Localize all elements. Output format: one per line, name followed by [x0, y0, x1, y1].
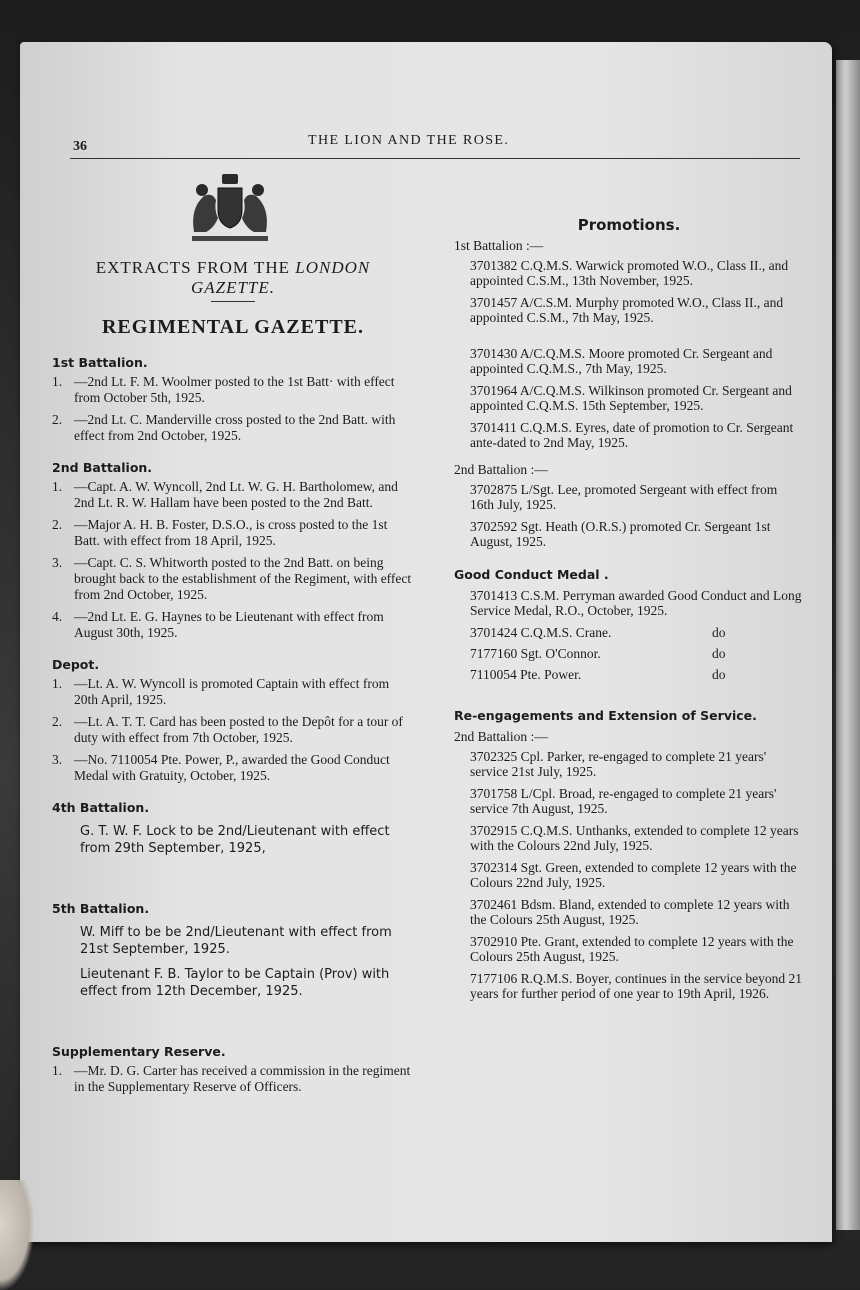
row-name: 3701424 C.Q.M.S. Crane.: [470, 625, 612, 640]
spacer: [454, 332, 804, 346]
list-item: [52, 752, 414, 784]
list-item: 3701758 L/Cpl. Broad, re-engaged to complete 21 years' service 7th August, 1925.: [470, 786, 777, 816]
section-heading: Depot.: [52, 657, 100, 672]
list-item: 3702314 Sgt. Green, extended to complete 12 years with the Colours 22nd July, 1925.: [470, 860, 797, 890]
page-edge: [836, 60, 860, 1230]
item-number: 1.: [52, 1063, 63, 1078]
row-ditto: do: [712, 646, 726, 661]
item-text: —2nd Lt. C. Manderville cross posted to the 2nd Batt. with effect from 2nd October, 1925.: [74, 412, 396, 443]
reengagements-heading: Re-engagements and Extension of Service.: [454, 708, 757, 723]
item-number: 1.: [52, 479, 63, 494]
item-number: 2.: [52, 412, 63, 427]
item-text: —2nd Lt. F. M. Woolmer posted to the 1st Batt· with effect from October 5th, 1925.: [74, 374, 395, 405]
list-item: [52, 517, 414, 549]
list-item: 7177106 R.Q.M.S. Boyer, continues in the service beyond 21 years for further period of one year to 19th April, 1926.: [470, 971, 803, 1001]
list-item: [52, 555, 414, 603]
item-text: —Major A. H. B. Foster, D.S.O., is cross posted to the 1st Batt. with effect from 18 April, 1925.: [74, 517, 388, 548]
item-number: 1.: [52, 676, 63, 691]
running-title: THE LION AND THE ROSE.: [308, 133, 510, 148]
row-ditto: do: [712, 625, 726, 640]
list-item: 3702592 Sgt. Heath (O.R.S.) promoted Cr. Sergeant 1st August, 1925.: [470, 519, 771, 549]
item-text: —Lt. A. T. T. Card has been posted to the Depôt for a tour of duty with effect from 7th October, 1925.: [74, 714, 403, 745]
list-item: [52, 412, 414, 444]
item-text: —Mr. D. G. Carter has received a commission in the regiment in the Supplementary Reserve of Officers.: [74, 1063, 411, 1094]
list-item: [52, 374, 414, 406]
list-item: [52, 714, 414, 746]
promotions-title: Promotions.: [577, 216, 681, 234]
item-text: —No. 7110054 Pte. Power, P., awarded the Good Conduct Medal with Gratuity, October, 1925.: [74, 752, 390, 783]
item-number: 1.: [52, 374, 63, 389]
short-rule: [211, 301, 255, 302]
section-heading: 4th Battalion.: [52, 800, 150, 815]
magazine-page: [20, 42, 832, 1242]
list-item: 3701430 A/C.Q.M.S. Moore promoted Cr. Sergeant and appointed C.Q.M.S., 7th May, 1925.: [470, 346, 773, 376]
list-item: 3702910 Pte. Grant, extended to complete 12 years with the Colours 25th August, 1925.: [470, 934, 794, 964]
item-text: —Capt. C. S. Whitworth posted to the 2nd Batt. on being brought back to the establishment of the Regiment, with effect from 2nd October, 1925.: [74, 555, 412, 602]
list-item: 3702325 Cpl. Parker, re-engaged to complete 21 years' service 21st July, 1925.: [470, 749, 767, 779]
item-number: 3.: [52, 555, 63, 570]
item-number: 3.: [52, 752, 63, 767]
list-item: 3701411 C.Q.M.S. Eyres, date of promotion to Cr. Sergeant ante-dated to 2nd May, 1925.: [470, 420, 794, 450]
item-number: 4.: [52, 609, 63, 624]
table-row: [470, 646, 804, 661]
list-item: 3701413 C.S.M. Perryman awarded Good Conduct and Long Service Medal, R.O., October, 1925.: [470, 588, 802, 618]
table-row: [470, 667, 804, 682]
table-row: [470, 625, 804, 640]
page-number: 36: [73, 139, 87, 154]
section-heading: 1st Battalion.: [52, 355, 148, 370]
header-rule: [70, 158, 800, 159]
list-item: 3701382 C.Q.M.S. Warwick promoted W.O., Class II., and appointed C.S.M., 13th November, 1925.: [470, 258, 789, 288]
row-ditto: do: [712, 667, 726, 682]
battalion-label: 2nd Battalion :—: [454, 729, 548, 744]
left-column: [52, 172, 414, 1101]
list-item: [52, 1063, 414, 1095]
regimental-gazette-title: REGIMENTAL GAZETTE.: [101, 316, 365, 338]
thumb: [0, 1180, 34, 1290]
item-text: —Capt. A. W. Wyncoll, 2nd Lt. W. G. H. Bartholomew, and 2nd Lt. R. W. Hallam have been posted to the 2nd Batt.: [74, 479, 398, 510]
row-name: 7110054 Pte. Power.: [470, 667, 582, 682]
item-text: —Lt. A. W. Wyncoll is promoted Captain with effect from 20th April, 1925.: [74, 676, 390, 707]
extracts-london: LONDON: [295, 258, 371, 277]
item-number: 2.: [52, 517, 63, 532]
item-text: —2nd Lt. E. G. Haynes to be Lieutenant with effect from August 30th, 1925.: [74, 609, 384, 640]
fifth-battalion-text-1: W. Miff to be be 2nd/Lieutenant with effect from 21st September, 1925.: [80, 925, 392, 957]
section-heading: Supplementary Reserve.: [52, 1044, 226, 1059]
extracts-text: EXTRACTS FROM THE: [95, 258, 291, 277]
battalion-label: 1st Battalion :—: [454, 238, 544, 253]
item-number: 2.: [52, 714, 63, 729]
list-item: 3702461 Bdsm. Bland, extended to complete 12 years with the Colours 25th August, 1925.: [470, 897, 790, 927]
fourth-battalion-text: G. T. W. F. Lock to be 2nd/Lieutenant with effect from 29th September, 1925,: [80, 824, 390, 856]
extracts-heading: [52, 258, 414, 298]
row-name: 7177160 Sgt. O'Connor.: [470, 646, 601, 661]
list-item: 3702915 C.Q.M.S. Unthanks, extended to complete 12 years with the Colours 22nd July, 1925.: [470, 823, 799, 853]
list-item: 3701457 A/C.S.M. Murphy promoted W.O., Class II., and appointed C.S.M., 7th May, 1925.: [470, 295, 784, 325]
section-heading: 2nd Battalion.: [52, 460, 153, 475]
battalion-label: 2nd Battalion :—: [454, 462, 548, 477]
list-item: 3701964 A/C.Q.M.S. Wilkinson promoted Cr. Sergeant and appointed C.Q.M.S. 15th September, 1925.: [470, 383, 792, 413]
list-item: [52, 479, 414, 511]
royal-crest-icon: [182, 172, 278, 244]
spacer: [52, 1008, 414, 1028]
fifth-battalion-text-2: Lieutenant F. B. Taylor to be Captain (Prov) with effect from 12th December, 1925.: [80, 967, 390, 999]
spacer: [52, 865, 414, 885]
list-item: [52, 609, 414, 641]
list-item: [52, 676, 414, 708]
extracts-gazette: GAZETTE.: [190, 278, 276, 297]
list-item: 3702875 L/Sgt. Lee, promoted Sergeant with effect from 16th July, 1925.: [470, 482, 778, 512]
good-conduct-heading: Good Conduct Medal .: [454, 567, 609, 582]
section-heading: 5th Battalion.: [52, 901, 150, 916]
right-column: [454, 172, 804, 1008]
